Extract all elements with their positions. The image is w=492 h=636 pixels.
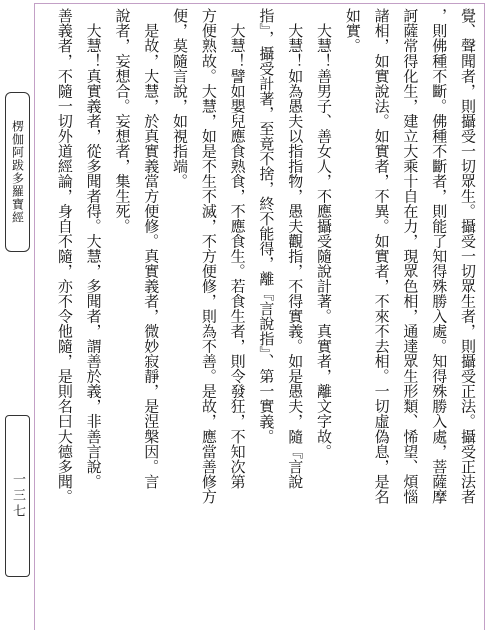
text-column: 大慧！善男子、善女人，不應攝受隨說計著。真實者，離文字故。 — [315, 8, 334, 459]
text-column: 說者，妄想合。妄想者，集生死。 — [113, 8, 132, 234]
text-column: ，則佛種不斷。佛種不斷者，則能了知得殊勝入處。知得殊勝入處，菩薩摩 — [430, 8, 449, 504]
sutra-title: 楞伽阿跋多羅寶經 — [10, 120, 25, 224]
text-column: 如實。 — [343, 8, 362, 54]
page-number: 一三七 — [10, 472, 25, 520]
text-column: 訶薩常得化生，建立大乘十自在力，現眾色相，通達眾生形類、悕望、煩惱 — [401, 8, 420, 504]
sutra-body — [38, 8, 482, 628]
page-number-box — [5, 415, 30, 577]
text-column: 大慧！譬如嬰兒應食熟食，不應食生。若食生者，則令發狂，不知次第 — [228, 8, 247, 489]
text-column: 指』，攝受計著，至竟不捨，終不能得，離『言說指』、第一實義。 — [257, 8, 276, 444]
sutra-title-box — [5, 92, 30, 252]
text-column: 諸相，如實說法。如實者，不異。如實者，不來不去相。一切虛偽息，是名 — [372, 8, 391, 504]
text-column: 大慧！如為愚夫以指指物，愚夫觀指，不得實義。如是愚夫，隨『言說 — [286, 8, 305, 489]
text-column: 方便熟故。大慧，如是不生不滅，不方便修，則為不善。是故，應當善修方 — [199, 8, 218, 504]
text-column: 便，莫隨言說，如視指端。 — [171, 8, 190, 189]
text-column: 大慧！真實義者，從多聞者得。大慧，多聞者，謂善於義，非善言說。 — [84, 8, 103, 489]
text-column: 是故，大慧，於真實義當方便修。真實義者，微妙寂靜，是涅槃因。言 — [142, 8, 161, 489]
text-column: 善義者，不隨一切外道經論，身自不隨，亦不令他隨，是則名曰大德多聞。 — [55, 8, 74, 504]
text-column: 覺、聲聞者，則攝受一切眾生。攝受一切眾生者，則攝受正法。攝受正法者 — [459, 8, 477, 504]
